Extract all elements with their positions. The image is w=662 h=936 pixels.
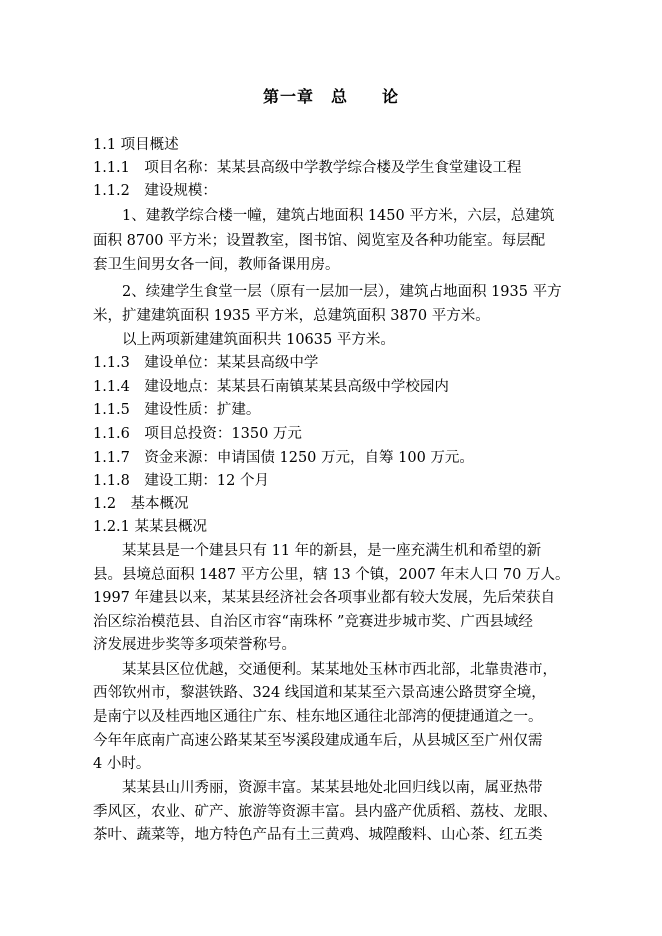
paragraph-line: 治区综治模范县、自治区市容“南珠杯 ”竞赛进步城市奖、广西县域经 <box>93 614 533 630</box>
section-heading-1-1: 1.1 项目概述 <box>93 137 179 153</box>
paragraph-line: 以上两项新建建筑面积共 10635 平方米。 <box>93 332 395 348</box>
item-fund-source: 1.1.7 资金来源：申请国债 1250 万元，自筹 100 万元。 <box>93 450 474 466</box>
paragraph-line: 是南宁以及桂西地区通往广东、桂东地区通往北部湾的便捷通道之一。 <box>93 709 543 725</box>
paragraph-line: 西邻钦州市，黎湛铁路、324 线国道和某某至六景高速公路贯穿全境， <box>93 685 546 701</box>
item-total-investment: 1.1.6 项目总投资：1350 万元 <box>93 426 302 442</box>
paragraph-line: 某某县区位优越，交通便利。某某地处玉林市西北部，北靠贵港市， <box>93 662 557 678</box>
paragraph-line: 1997 年建县以来，某某县经济社会各项事业都有较大发展，先后荣获自 <box>93 590 556 606</box>
item-scale-heading: 1.1.2 建设规模： <box>93 183 217 199</box>
item-project-name: 1.1.1 项目名称：某某县高级中学教学综合楼及学生食堂建设工程 <box>93 160 522 176</box>
item-construction-period: 1.1.8 建设工期：12 个月 <box>93 473 269 489</box>
paragraph-line: 2、续建学生食堂一层（原有一层加一层），建筑占地面积 1935 平方 <box>93 284 562 300</box>
paragraph-line: 米，扩建建筑面积 1935 平方米，总建筑面积 3870 平方米。 <box>93 308 490 324</box>
paragraph-line: 1、建教学综合楼一幢，建筑占地面积 1450 平方米，六层，总建筑 <box>93 208 555 224</box>
item-construction-nature: 1.1.5 建设性质：扩建。 <box>93 402 261 418</box>
paragraph-line: 某某县山川秀丽，资源丰富。某某县地处北回归线以南，属亚热带 <box>93 780 543 796</box>
subsection-heading-1-2-1: 1.2.1 某某县概况 <box>93 519 208 535</box>
paragraph-line: 季风区，农业、矿产、旅游等资源丰富。县内盛产优质稻、荔枝、龙眼、 <box>93 804 557 820</box>
item-construction-site: 1.1.4 建设地点：某某县石南镇某某县高级中学校园内 <box>93 379 449 395</box>
paragraph-line: 济发展进步奖等多项荣誉称号。 <box>93 637 296 653</box>
paragraph-line: 4 小时。 <box>93 756 151 772</box>
paragraph-line: 县。县境总面积 1487 平方公里，辖 13 个镇，2007 年末人口 70 万人。 <box>93 567 570 583</box>
paragraph-line: 今年年底南广高速公路某某至岑溪段建成通车后，从县城区至广州仅需 <box>93 733 543 749</box>
paragraph-line: 面积 8700 平方米；设置教室，图书馆、阅览室及各种功能室。每层配 <box>93 233 546 249</box>
paragraph-line: 某某县是一个建县只有 11 年的新县，是一座充满生机和希望的新 <box>93 543 542 559</box>
paragraph-line: 茶叶、蔬菜等，地方特色产品有土三黄鸡、城隍酸料、山心茶、红五类 <box>93 827 543 843</box>
chapter-title: 第一章 总 论 <box>262 87 399 106</box>
paragraph-line: 套卫生间男女各一间，教师备课用房。 <box>93 257 340 273</box>
section-heading-1-2: 1.2 基本概况 <box>93 496 189 512</box>
item-construction-unit: 1.1.3 建设单位：某某县高级中学 <box>93 355 319 371</box>
